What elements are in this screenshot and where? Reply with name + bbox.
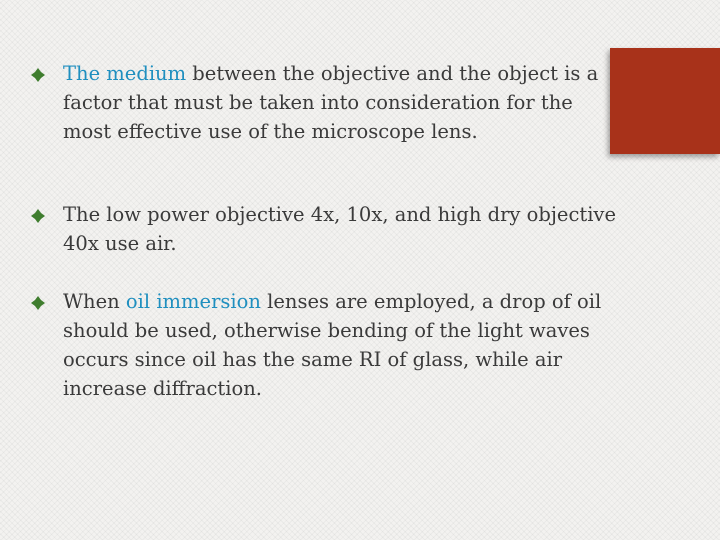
diamond-bullet-icon xyxy=(30,67,46,83)
bullet-text-segment: When xyxy=(63,290,126,313)
highlight-term: The medium xyxy=(63,62,187,85)
diamond-bullet-icon xyxy=(30,295,46,311)
accent-block xyxy=(610,48,720,154)
bullet-text xyxy=(63,287,630,403)
bullet-text xyxy=(63,200,630,258)
bullet-text-segment: lenses are employed, a drop of oil should be used, otherwise bending of the light waves occurs since oil has the same RI of glass, while air increase diffraction. xyxy=(63,290,602,400)
bullet-text-segment: between the objective and the object is a factor that must be taken into consideration for the most effective use of the microscope lens. xyxy=(63,62,599,143)
highlight-term: oil immersion xyxy=(125,290,261,313)
bullet-text xyxy=(63,59,600,146)
bullet-medium xyxy=(30,59,600,146)
bullet-text-segment: The low power objective 4x, 10x, and high dry objective 40x use air. xyxy=(63,203,616,255)
bullet-low-power xyxy=(30,200,630,258)
bullet-oil-immersion xyxy=(30,287,630,403)
diamond-bullet-icon xyxy=(30,208,46,224)
